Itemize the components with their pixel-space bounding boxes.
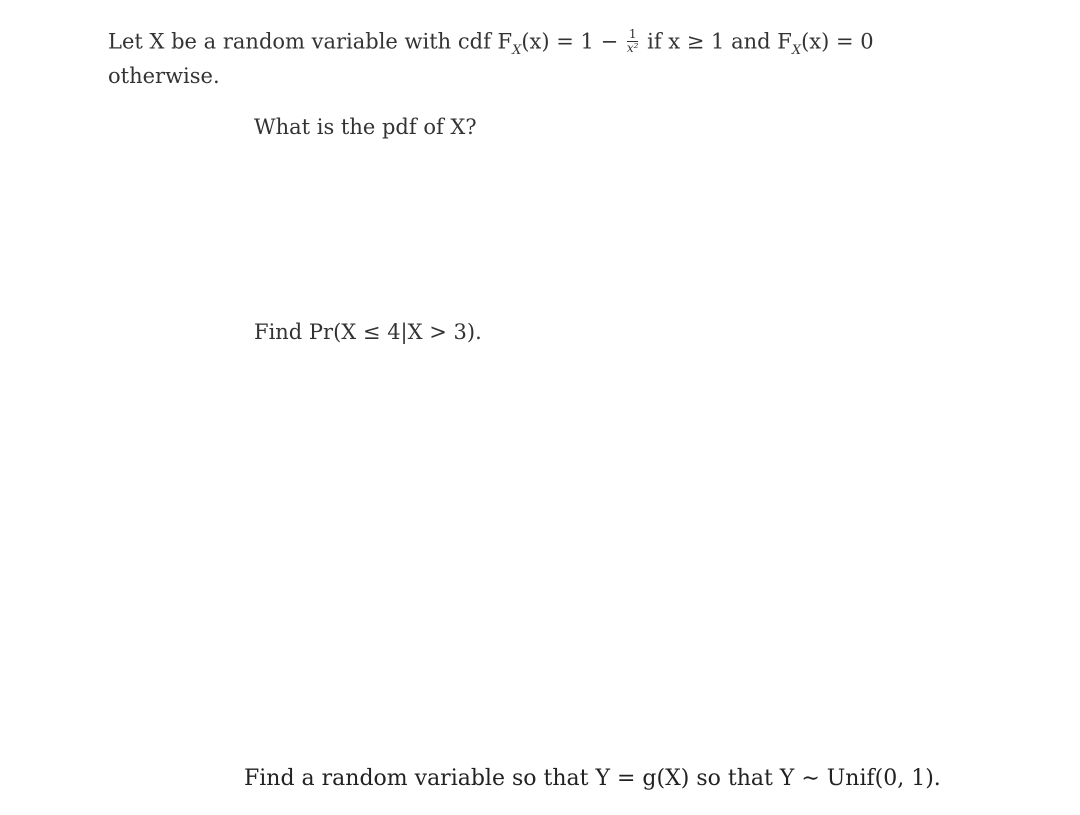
intro-text-middle: if x ≥ 1 and F <box>640 29 792 54</box>
question-conditional-probability: Find Pr(X ≤ 4|X > 3). <box>254 320 482 344</box>
intro-arg: (x) = 1 − <box>521 29 625 54</box>
problem-statement-line-2: otherwise. <box>108 64 220 88</box>
question-transformation: Find a random variable so that Y = g(X) so that Y ∼ Unif(0, 1). <box>244 766 941 791</box>
question-pdf: What is the pdf of X? <box>254 115 477 139</box>
intro-subscript: X <box>512 42 522 58</box>
intro-text-start: Let X be a random variable with cdf F <box>108 29 513 54</box>
problem-statement-line-1 <box>108 27 874 58</box>
fraction-numerator: 1 <box>628 27 637 41</box>
fraction <box>627 28 639 54</box>
fraction-denominator: x² <box>626 40 639 55</box>
intro-arg-2: (x) = 0 <box>801 29 874 54</box>
intro-subscript-2: X <box>791 42 802 58</box>
